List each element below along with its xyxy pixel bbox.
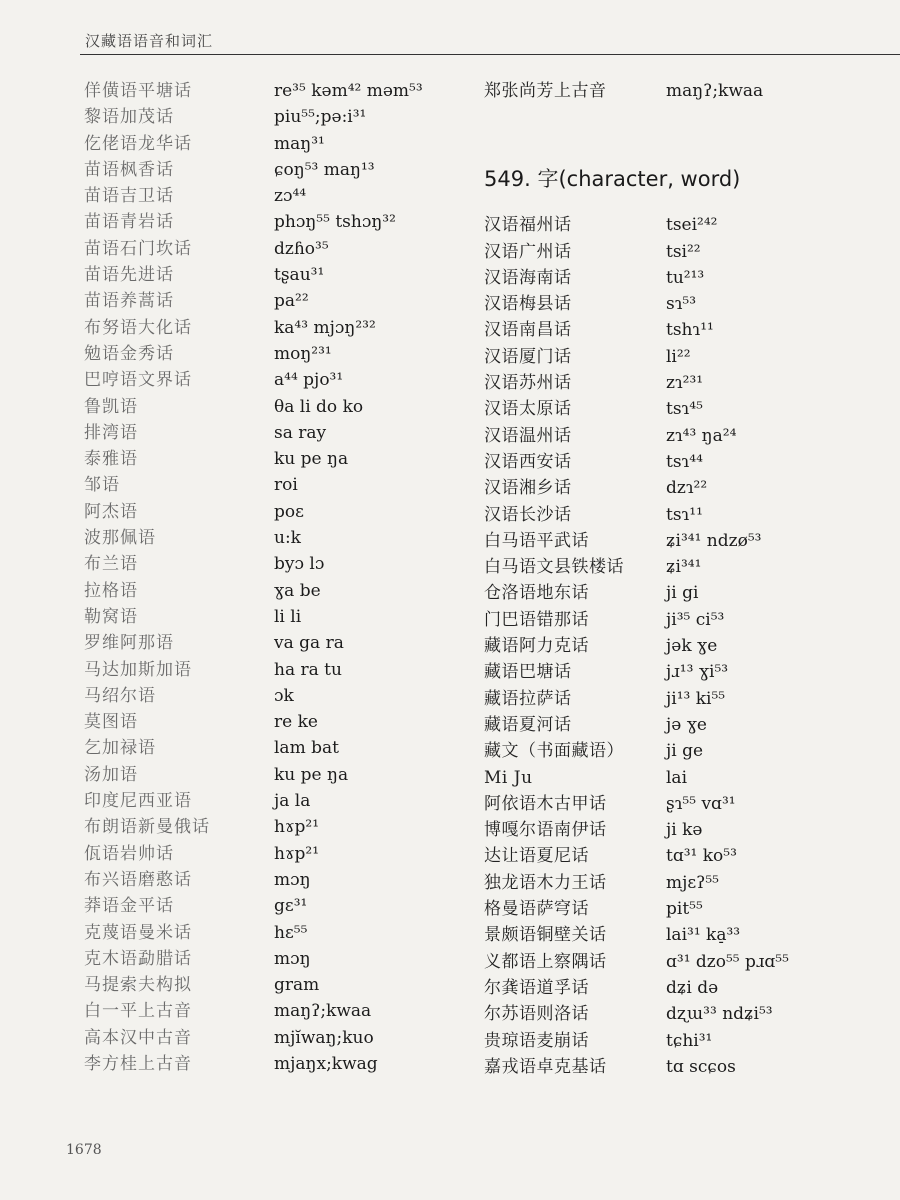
header-rule <box>80 54 900 55</box>
word-form: hɤp²¹ <box>274 817 320 838</box>
language-name: 汉语太原话 <box>484 399 572 420</box>
entry-row <box>484 1028 884 1054</box>
word-form: mjĭwaŋ;kuo <box>274 1027 374 1048</box>
language-name: 汉语长沙话 <box>484 504 572 525</box>
word-form: tɕhi³¹ <box>666 1030 713 1051</box>
word-form: jə ɣe <box>666 714 707 735</box>
word-form: lai³¹ ka̠³³ <box>666 925 741 946</box>
entry-row <box>484 659 884 685</box>
language-name: 汉语福州话 <box>484 215 572 236</box>
language-name: 汉语西安话 <box>484 451 572 472</box>
entry-row <box>484 922 884 948</box>
word-form: jɹ¹³ ɣi⁵³ <box>666 662 729 683</box>
section-number: 549. <box>484 167 531 192</box>
word-form: maŋʔ;kwaa <box>274 1001 372 1022</box>
entry-row <box>484 475 884 501</box>
word-form: ji¹³ ki⁵⁵ <box>666 688 726 709</box>
word-form: ji³⁵ ci⁵³ <box>666 609 725 630</box>
entry-row <box>84 814 464 840</box>
word-form: sɿ⁵³ <box>666 294 697 315</box>
word-form: ha ra tu <box>274 659 342 680</box>
language-name: 汉语广州话 <box>484 241 572 262</box>
word-form: lai <box>666 767 688 788</box>
right-entries <box>484 212 884 1080</box>
entry-row <box>84 315 464 341</box>
entry-row <box>484 975 884 1001</box>
entry-row <box>84 183 464 209</box>
section-title <box>484 152 884 206</box>
entry-row <box>84 236 464 262</box>
language-name: 汉语海南话 <box>484 267 572 288</box>
entry-row <box>84 499 464 525</box>
entry-row <box>84 841 464 867</box>
language-name: 汉语厦门话 <box>484 346 572 367</box>
entry-row <box>84 367 464 393</box>
entry-row <box>484 870 884 896</box>
word-form: tu²¹³ <box>666 267 705 288</box>
word-form: phɔŋ⁵⁵ tshɔŋ³² <box>274 212 396 233</box>
language-name: 排湾语 <box>84 422 138 443</box>
entry-row <box>484 896 884 922</box>
language-name: 义都语上察隅话 <box>484 951 607 972</box>
word-form: jək ɣe <box>666 636 718 657</box>
right-column <box>484 78 884 1080</box>
language-name: 仡佬语龙华话 <box>84 133 192 154</box>
left-column <box>84 78 464 1077</box>
word-form: maŋʔ;kwaa <box>666 81 764 101</box>
entry-row <box>84 683 464 709</box>
word-form: mɔŋ <box>274 869 311 890</box>
word-form: ɕoŋ⁵³ maŋ¹³ <box>274 159 375 180</box>
entry-row <box>84 972 464 998</box>
entry-row <box>484 580 884 606</box>
word-form: tshɿ¹¹ <box>666 320 714 341</box>
entry-row <box>84 262 464 288</box>
language-name: 苗语青岩话 <box>84 212 174 233</box>
language-name: 苗语吉卫话 <box>84 186 174 207</box>
entry-row <box>84 394 464 420</box>
word-form: ʑi³⁴¹ <box>666 557 702 578</box>
entry-row <box>484 396 884 422</box>
word-form: hɛ⁵⁵ <box>274 922 308 943</box>
word-form: gɛ³¹ <box>274 896 308 917</box>
entry-row <box>484 791 884 817</box>
word-form: ku pe ŋa <box>274 764 349 785</box>
entry-row <box>484 423 884 449</box>
language-name: 李方桂上古音 <box>84 1053 192 1074</box>
entry-row <box>84 946 464 972</box>
entry-row <box>484 239 884 265</box>
word-form: zɿ⁴³ ŋa²⁴ <box>666 425 737 446</box>
language-name: 苗语养蒿话 <box>84 291 174 312</box>
word-form: dʐɯ³³ ndʑi⁵³ <box>666 1004 773 1025</box>
word-form: byɔ lɔ <box>274 554 325 575</box>
word-form: re ke <box>274 712 318 733</box>
language-name: 藏语巴塘话 <box>484 662 572 683</box>
word-form: va ga ra <box>274 633 344 654</box>
page-number: 1678 <box>66 1142 102 1158</box>
language-name: 汉语苏州话 <box>484 373 572 394</box>
entry-row <box>84 920 464 946</box>
running-header: 汉藏语语音和词汇 <box>85 32 214 50</box>
entry-row <box>484 78 884 104</box>
entry-row <box>84 288 464 314</box>
word-form: u:k <box>274 528 301 549</box>
language-name: 汉语温州话 <box>484 425 572 446</box>
entry-row <box>484 449 884 475</box>
entry-row <box>484 265 884 291</box>
entry-row <box>84 420 464 446</box>
language-name: 马达加斯加语 <box>84 659 192 680</box>
language-name: 佯僙语平塘话 <box>84 81 192 101</box>
language-name: 藏语阿力克话 <box>484 636 589 657</box>
word-form: a⁴⁴ pjo³¹ <box>274 370 344 391</box>
word-form: ji ge <box>666 741 704 762</box>
language-name: 布兰语 <box>84 554 138 575</box>
language-name: 汉语湘乡话 <box>484 478 572 499</box>
entry-row <box>84 131 464 157</box>
language-name: 苗语石门坎话 <box>84 238 192 259</box>
word-form: tsɿ¹¹ <box>666 504 703 525</box>
language-name: 莫图语 <box>84 712 138 733</box>
entry-row <box>484 502 884 528</box>
language-name: 勉语金秀话 <box>84 343 174 364</box>
language-name: 佤语岩帅话 <box>84 843 174 864</box>
word-form: ɣa be <box>274 580 321 601</box>
entry-row <box>84 472 464 498</box>
word-form: ji kə <box>666 820 703 841</box>
word-form: tɑ³¹ ko⁵³ <box>666 846 737 867</box>
entry-row <box>84 630 464 656</box>
language-name: 尔苏语则洛话 <box>484 1004 589 1025</box>
entry-row <box>84 735 464 761</box>
language-name: 克蔑语曼米话 <box>84 922 192 943</box>
word-form: zɿ²³¹ <box>666 373 704 394</box>
language-name: 景颇语铜壁关话 <box>484 925 607 946</box>
language-name: 泰雅语 <box>84 449 138 470</box>
word-form: dʑi də <box>666 977 719 998</box>
word-form: ɔk <box>274 685 294 706</box>
word-form: moŋ²³¹ <box>274 343 332 364</box>
word-form: poɛ <box>274 501 304 522</box>
entry-row <box>484 686 884 712</box>
language-name: 汉语梅县话 <box>484 294 572 315</box>
word-form: ja la <box>274 791 311 812</box>
language-name: 郑张尚芳上古音 <box>484 81 607 101</box>
language-name: 白一平上古音 <box>84 1001 192 1022</box>
language-name: Mi Ju <box>484 767 533 788</box>
language-name: 白马语平武话 <box>484 530 589 551</box>
section-heading: 字(character, word) <box>537 167 741 192</box>
language-name: 马绍尔语 <box>84 685 156 706</box>
word-form: ʂɿ⁵⁵ vɑ³¹ <box>666 793 736 814</box>
language-name: 莽语金平话 <box>84 896 174 917</box>
language-name: 巴哼语文界话 <box>84 370 192 391</box>
entry-row <box>484 607 884 633</box>
entry-row <box>484 1054 884 1080</box>
entry-row <box>484 554 884 580</box>
entry-row <box>84 104 464 130</box>
word-form: hɤp²¹ <box>274 843 320 864</box>
entry-row <box>84 709 464 735</box>
word-form: mjaŋx;kwag <box>274 1053 378 1074</box>
word-form: ɑ³¹ dzo⁵⁵ pɹɑ⁵⁵ <box>666 951 789 972</box>
entry-row <box>84 341 464 367</box>
language-name: 汉语南昌话 <box>484 320 572 341</box>
language-name: 勒窝语 <box>84 606 138 627</box>
word-form: dzɦo³⁵ <box>274 238 329 259</box>
entry-row <box>484 212 884 238</box>
language-name: 贵琼语麦崩话 <box>484 1030 589 1051</box>
entry-row <box>84 762 464 788</box>
language-name: 马提索夫构拟 <box>84 975 192 996</box>
word-form: pit⁵⁵ <box>666 899 703 920</box>
entry-row <box>484 949 884 975</box>
word-form: piu⁵⁵;pə:i³¹ <box>274 107 367 128</box>
word-form: tsei²⁴² <box>666 215 718 236</box>
word-form: tsi²² <box>666 241 701 262</box>
entry-row <box>484 843 884 869</box>
entry-row <box>484 344 884 370</box>
entry-row <box>484 633 884 659</box>
word-form: maŋ³¹ <box>274 133 325 154</box>
language-name: 苗语枫香话 <box>84 159 174 180</box>
entry-row <box>84 867 464 893</box>
language-name: 罗维阿那语 <box>84 633 174 654</box>
language-name: 邹语 <box>84 475 120 496</box>
language-name: 布努语大化话 <box>84 317 192 338</box>
entry-row <box>484 712 884 738</box>
right-top-entries <box>484 78 884 104</box>
language-name: 尔龚语道孚话 <box>484 977 589 998</box>
language-name: 布朗语新曼俄话 <box>84 817 210 838</box>
language-name: 独龙语木力王话 <box>484 872 607 893</box>
word-form: roi <box>274 475 298 496</box>
language-name: 阿杰语 <box>84 501 138 522</box>
language-name: 嘉戎语卓克基话 <box>484 1056 607 1077</box>
entry-row <box>84 551 464 577</box>
word-form: pa²² <box>274 291 309 312</box>
entry-row <box>484 765 884 791</box>
language-name: 博嘎尔语南伊话 <box>484 820 607 841</box>
language-name: 乞加禄语 <box>84 738 156 759</box>
entry-row <box>84 78 464 104</box>
language-name: 布兴语磨憨话 <box>84 869 192 890</box>
entry-row <box>84 209 464 235</box>
language-name: 拉格语 <box>84 580 138 601</box>
language-name: 达让语夏尼话 <box>484 846 589 867</box>
word-form: gram <box>274 975 320 996</box>
word-form: re³⁵ kəm⁴² məm⁵³ <box>274 81 423 101</box>
entry-row <box>484 317 884 343</box>
entry-row <box>84 1051 464 1077</box>
entry-row <box>484 291 884 317</box>
language-name: 克木语勐腊话 <box>84 948 192 969</box>
word-form: zɔ⁴⁴ <box>274 186 307 207</box>
word-form: ʑi³⁴¹ ndzø⁵³ <box>666 530 762 551</box>
word-form: mjɛʔ⁵⁵ <box>666 872 719 893</box>
entry-row <box>84 604 464 630</box>
entry-row <box>84 1025 464 1051</box>
entry-row <box>484 370 884 396</box>
entry-row <box>484 528 884 554</box>
word-form: ji gi <box>666 583 699 604</box>
word-form: tsɿ⁴⁴ <box>666 451 703 472</box>
language-name: 仓洛语地东话 <box>484 583 589 604</box>
language-name: 黎语加茂话 <box>84 107 174 128</box>
word-form: θa li do ko <box>274 396 364 417</box>
entry-row <box>84 998 464 1024</box>
language-name: 印度尼西亚语 <box>84 791 192 812</box>
word-form: mɔŋ <box>274 948 311 969</box>
word-form: ku pe ŋa <box>274 449 349 470</box>
entry-row <box>84 446 464 472</box>
entry-row <box>84 578 464 604</box>
entry-row <box>484 1001 884 1027</box>
word-form: tʂau³¹ <box>274 265 325 286</box>
language-name: 高本汉中古音 <box>84 1027 192 1048</box>
entry-row <box>84 525 464 551</box>
language-name: 汤加语 <box>84 764 138 785</box>
word-form: ka⁴³ mjɔŋ²³² <box>274 317 376 338</box>
entry-row <box>84 788 464 814</box>
entry-row <box>484 738 884 764</box>
word-form: lam bat <box>274 738 339 759</box>
language-name: 藏文（书面藏语） <box>484 741 624 762</box>
language-name: 波那佩语 <box>84 528 156 549</box>
language-name: 藏语夏河话 <box>484 714 572 735</box>
language-name: 格曼语萨穹话 <box>484 899 589 920</box>
entry-row <box>484 817 884 843</box>
language-name: 藏语拉萨话 <box>484 688 572 709</box>
language-name: 白马语文县铁楼话 <box>484 557 624 578</box>
entry-row <box>84 157 464 183</box>
language-name: 苗语先进话 <box>84 265 174 286</box>
word-form: dzɿ²² <box>666 478 708 499</box>
language-name: 阿依语木古甲话 <box>484 793 607 814</box>
language-name: 鲁凯语 <box>84 396 138 417</box>
word-form: li li <box>274 606 302 627</box>
entry-row <box>84 893 464 919</box>
word-form: li²² <box>666 346 691 367</box>
word-form: tɑ scɕos <box>666 1056 736 1077</box>
word-form: tsɿ⁴⁵ <box>666 399 703 420</box>
language-name: 门巴语错那话 <box>484 609 589 630</box>
entry-row <box>84 657 464 683</box>
word-form: sa ray <box>274 422 327 443</box>
